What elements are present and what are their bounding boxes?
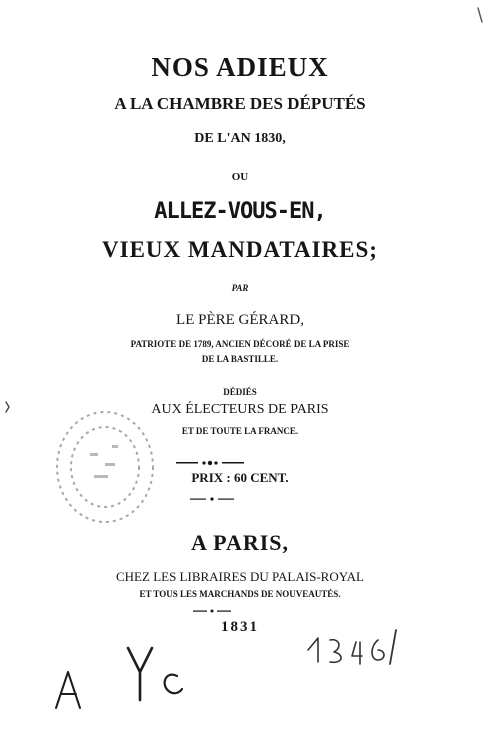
author-detail-2: DE LA BASTILLE. (201, 354, 279, 364)
publisher-line-1: CHEZ LES LIBRAIRES DU PALAIS-ROYAL (116, 569, 364, 584)
connector-ou: OU (231, 171, 249, 183)
publisher-line-2: ET TOUS LES MARCHANDS DE NOUVEAUTÉS. (139, 589, 341, 599)
alt-title-line-1: ALLEZ-VOUS-EN, (154, 199, 326, 224)
main-title: NOS ADIEUX (151, 52, 329, 82)
author-name: LE PÈRE GÉRARD, (176, 312, 304, 328)
subtitle-line-1: A LA CHAMBRE DES DÉPUTÉS (114, 94, 366, 113)
alt-title-line-2: VIEUX MANDATAIRES; (102, 237, 378, 262)
author-detail-1: PATRIOTE DE 1789, ANCIEN DÉCORÉ DE LA PRISE (130, 339, 350, 349)
dedication-label: DÉDIÉS (223, 387, 257, 397)
subtitle-line-2: DE L'AN 1830, (194, 131, 286, 146)
publication-city: A PARIS, (190, 530, 290, 555)
price: PRIX : 60 CENT. (191, 470, 289, 485)
dedication-line-2: ET DE TOUTE LA FRANCE. (181, 426, 299, 436)
publication-year: 1831 (221, 619, 259, 635)
dedication-line-1: AUX ÉLECTEURS DE PARIS (151, 402, 329, 417)
by-label: PAR (231, 283, 249, 293)
